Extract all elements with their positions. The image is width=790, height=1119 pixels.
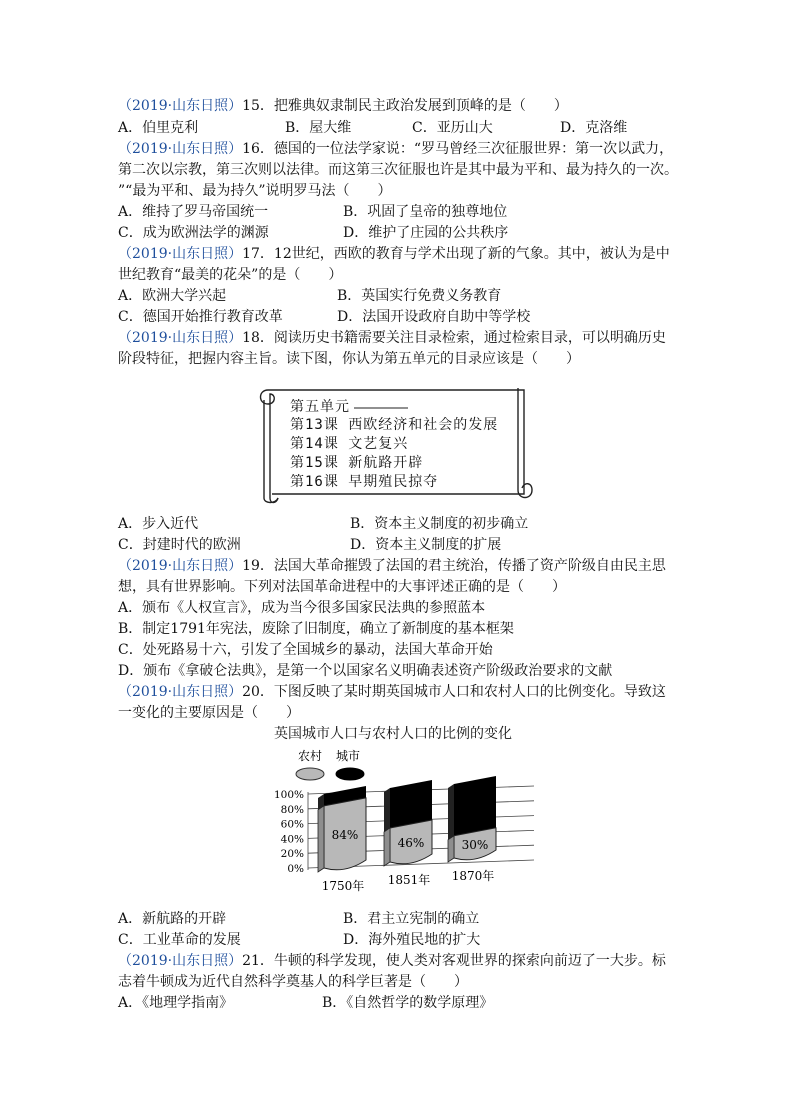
legend-swatch-rural <box>296 768 324 780</box>
q19-stem1-text: 19．法国大革命摧毁了法国的君主统治，传播了资产阶级自由民主思 <box>242 558 666 574</box>
q20-option-c[interactable]: C．工业革命的发展 <box>118 932 241 948</box>
q19-option-c[interactable]: C．处死路易十六，引发了全国城乡的暴动，法国大革命开始 <box>118 642 493 658</box>
q19-option-a[interactable]: A．颁布《人权宣言》，成为当今很多国家民法典的参照蓝本 <box>118 600 486 616</box>
q15-option-c[interactable]: C．亚历山大 <box>412 120 493 136</box>
q21-stem1-text: 21．牛顿的科学发现，使人类对客观世界的探索向前迈了一大步。标 <box>242 953 666 969</box>
category-label: 1750年 <box>321 879 365 893</box>
q18-stem1-text: 18．阅读历史书籍需要关注目录检索，通过检索目录，可以明确历史 <box>242 330 666 346</box>
bar-urban <box>454 776 496 836</box>
scroll-lesson-16: 第16课 早期殖民掠夺 <box>290 474 439 490</box>
q21-stem-1 <box>118 951 666 971</box>
q17-stem-1 <box>118 244 670 264</box>
bar-urban-side <box>448 784 454 840</box>
q16-option-c[interactable]: C．成为欧洲法学的渊源 <box>118 225 269 241</box>
y-tick-label: 20% <box>280 848 304 861</box>
legend-label-rural: 农村 <box>298 749 323 763</box>
q18-option-c[interactable]: C．封建时代的欧洲 <box>118 537 241 553</box>
population-chart <box>268 744 538 900</box>
legend-swatch-urban <box>336 768 364 780</box>
q19-stem-1 <box>118 556 666 576</box>
q18-source: （2019·山东日照） <box>118 330 243 346</box>
q15-source: （2019·山东日照） <box>118 98 243 114</box>
q18-stem-1 <box>118 328 666 348</box>
q19-option-b[interactable]: B．制定1791年宪法，废除了旧制度，确立了新制度的基本框架 <box>118 621 514 637</box>
q16-option-d[interactable]: D．维护了庄园的公共秩序 <box>343 225 509 241</box>
population-chart-svg <box>268 744 538 900</box>
q16-stem-3: ”“最为平和、最为持久”说明罗马法（ ） <box>118 183 392 199</box>
scroll-lesson-14: 第14课 文艺复兴 <box>290 436 409 452</box>
q20-stem1-text: 20．下图反映了某时期英国城市人口和农村人口的比例变化。导致这 <box>242 684 666 700</box>
q19-option-d[interactable]: D．颁布《拿破仑法典》，是第一个以国家名义明确表述资产阶级政治要求的文献 <box>118 663 613 679</box>
scroll-unit-title: 第五单元 <box>290 399 350 415</box>
bar-value-label: 84% <box>331 827 359 842</box>
q15-option-a[interactable]: A．伯里克利 <box>118 120 199 136</box>
y-tick-label: 100% <box>273 789 304 801</box>
q17-source: （2019·山东日照） <box>118 246 243 262</box>
q16-option-a[interactable]: A．维持了罗马帝国统一 <box>118 204 269 220</box>
bar-value-label: 30% <box>461 837 489 852</box>
q16-option-b[interactable]: B．巩固了皇帝的独尊地位 <box>343 204 508 220</box>
q20-option-b[interactable]: B．君主立宪制的确立 <box>343 911 480 927</box>
q15-stem-text: 15．把雅典奴隶制民主政治发展到顶峰的是（ ） <box>242 98 568 114</box>
q15-stem <box>118 96 568 116</box>
unit-scroll-figure <box>256 382 534 506</box>
scroll-lesson-13: 第13课 西欧经济和社会的发展 <box>290 417 499 433</box>
q16-source: （2019·山东日照） <box>118 141 243 157</box>
y-tick-label: 80% <box>280 803 304 816</box>
q19-source: （2019·山东日照） <box>118 558 243 574</box>
bar-rural-side <box>384 828 390 866</box>
q17-option-b[interactable]: B．英国实行免费义务教育 <box>337 288 502 304</box>
y-tick-label: 40% <box>280 833 304 846</box>
category-label: 1851年 <box>387 873 431 887</box>
q21-option-a[interactable]: A．《地理学指南》 <box>118 995 234 1011</box>
scroll-lesson-15: 第15课 新航路开辟 <box>290 455 424 471</box>
chart-title: 英国城市人口与农村人口的比例的变化 <box>274 726 512 742</box>
q15-option-b[interactable]: B．屋大维 <box>285 120 352 136</box>
bar-urban-side <box>384 788 390 832</box>
q20-stem-2: 一变化的主要原因是（ ） <box>118 705 300 721</box>
q18-option-b[interactable]: B．资本主义制度的初步确立 <box>350 516 529 532</box>
q18-stem-2: 阶段特征，把握内容主旨。读下图，你认为第五单元的目录应该是（ ） <box>118 351 580 367</box>
q15-option-d[interactable]: D．克洛维 <box>560 120 628 136</box>
q19-stem-2: 想，具有世界影响。下列对法国革命进程中的大事评述正确的是（ ） <box>118 579 566 595</box>
q18-option-d[interactable]: D．资本主义制度的扩展 <box>350 537 502 553</box>
q17-stem-2: 世纪教育“最美的花朵”的是（ ） <box>118 267 343 283</box>
category-label: 1870年 <box>451 869 495 883</box>
q20-option-a[interactable]: A．新航路的开辟 <box>118 911 227 927</box>
q18-option-a[interactable]: A．步入近代 <box>118 516 199 532</box>
bar-rural-side <box>318 806 324 872</box>
q16-stem-1 <box>118 139 673 159</box>
q17-option-c[interactable]: C．德国开始推行教育改革 <box>118 309 283 325</box>
bar-rural-side <box>448 836 454 862</box>
y-tick-label: 60% <box>280 818 304 831</box>
y-tick-label: 0% <box>287 863 304 875</box>
q21-option-b[interactable]: B．《自然哲学的数学原理》 <box>322 995 494 1011</box>
q16-stem1-text: 16．德国的一位法学家说：“罗马曾经三次征服世界：第一次以武力， <box>242 141 674 157</box>
q20-source: （2019·山东日照） <box>118 684 243 700</box>
q17-option-d[interactable]: D．法国开设政府自助中等学校 <box>337 309 531 325</box>
bar-value-label: 46% <box>397 835 425 850</box>
legend-label-urban: 城市 <box>336 749 361 763</box>
q21-source: （2019·山东日照） <box>118 953 243 969</box>
q16-stem-2: 第二次以宗教，第三次则以法律。而这第三次征服也许是其中最为平和、最为持久的一次。 <box>118 162 678 178</box>
q20-option-d[interactable]: D．海外殖民地的扩大 <box>343 932 481 948</box>
q17-option-a[interactable]: A．欧洲大学兴起 <box>118 288 227 304</box>
q20-stem-1 <box>118 682 666 702</box>
q17-stem1-text: 17．12世纪，西欧的教育与学术出现了新的气象。其中，被认为是中 <box>242 246 670 262</box>
q21-stem-2: 志着牛顿成为近代自然科学奠基人的科学巨著是（ ） <box>118 974 468 990</box>
